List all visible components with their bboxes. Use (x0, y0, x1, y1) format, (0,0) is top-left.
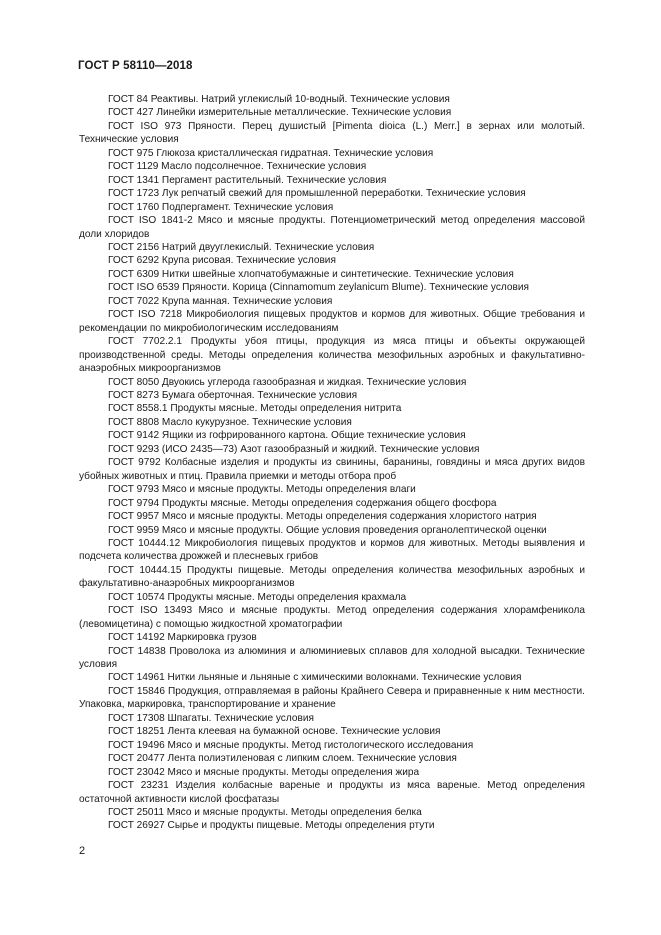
reference-item: ГОСТ 7702.2.1 Продукты убоя птицы, продукция из мяса птицы и объекты окружающей производственной среды. Методы определения количества мезофильных аэробных и факультативно-анаэробных микроорганизмов (79, 336, 585, 375)
reference-item: ГОСТ 1341 Пергамент растительный. Технические условия (108, 174, 387, 186)
reference-item: ГОСТ ISO 1841-2 Мясо и мясные продукты. Потенциометрический метод определения массовой доли хлоридов (79, 215, 585, 240)
reference-item: ГОСТ 23231 Изделия колбасные вареные и продукты из мяса вареные. Метод определения остаточной активности кислой фосфатазы (79, 780, 585, 805)
reference-item: ГОСТ 18251 Лента клеевая на бумажной основе. Технические условия (108, 726, 441, 738)
reference-item: ГОСТ 23042 Мясо и мясные продукты. Методы определения жира (108, 766, 420, 778)
reference-item: ГОСТ 6309 Нитки швейные хлопчатобумажные и синтетические. Технические условия (108, 268, 514, 280)
reference-item: ГОСТ ISO 13493 Мясо и мясные продукты. Метод определения содержания хлорамфеникола (левомицетина) с помощью жидкостной хроматографии (79, 605, 585, 630)
reference-item: ГОСТ ISO 7218 Микробиология пищевых продуктов и кормов для животных. Общие требования и рекомендации по микробиологическим исследованиям (79, 309, 585, 334)
reference-item: ГОСТ 14838 Проволока из алюминия и алюминиевых сплавов для холодной высадки. Технические условия (79, 645, 585, 671)
reference-item: ГОСТ 8273 Бумага оберточная. Технические условия (108, 389, 358, 401)
reference-item: ГОСТ 8558.1 Продукты мясные. Методы определения нитрита (108, 403, 402, 415)
reference-item: ГОСТ 6292 Крупа рисовая. Технические условия (108, 255, 336, 267)
reference-item: ГОСТ 8808 Масло кукурузное. Технические условия (108, 416, 352, 428)
reference-item: ГОСТ 975 Глюкоза кристаллическая гидратная. Технические условия (108, 147, 434, 159)
reference-item: ГОСТ 7022 Крупа манная. Технические условия (108, 295, 333, 307)
reference-item: ГОСТ 9792 Колбасные изделия и продукты из свинины, баранины, говядины и мяса других видов убойных животных и птиц. Правила приемки и методы отбора проб (79, 457, 585, 482)
reference-item: ГОСТ 25011 Мясо и мясные продукты. Методы определения белка (108, 807, 422, 819)
reference-item: ГОСТ 26927 Сырье и продукты пищевые. Методы определения ртути (108, 820, 435, 832)
reference-item: ГОСТ 8050 Двуокись углерода газообразная и жидкая. Технические условия (108, 376, 467, 388)
reference-item: ГОСТ 19496 Мясо и мясные продукты. Метод гистологического исследования (108, 739, 474, 751)
reference-item: ГОСТ 9794 Продукты мясные. Методы определения содержания общего фосфора (108, 497, 497, 509)
reference-item: ГОСТ 9793 Мясо и мясные продукты. Методы определения влаги (108, 484, 416, 496)
reference-item: ГОСТ 427 Линейки измерительные металлические. Технические условия (108, 107, 452, 119)
reference-item: ГОСТ 15846 Продукция, отправляемая в районы Крайнего Севера и приравненные к ним местности. Упаковка, маркировка, транспортирование и хранение (79, 685, 585, 711)
page-number: 2 (79, 845, 86, 857)
reference-item: ГОСТ 9142 Ящики из гофрированного картона. Общие технические условия (108, 430, 466, 442)
reference-item: ГОСТ ISO 973 Пряности. Перец душистый [Pimenta dioica (L.) Merr.] в зернах или молотый. Технические условия (79, 120, 585, 146)
reference-item: ГОСТ 9293 (ИСО 2435—73) Азот газообразный и жидкий. Технические условия (108, 443, 480, 455)
reference-item: ГОСТ 10444.12 Микробиология пищевых продуктов и кормов для животных. Методы выявления и подсчета количества дрожжей и плесневых грибов (79, 537, 585, 563)
reference-item: ГОСТ 10444.15 Продукты пищевые. Методы определения количества мезофильных аэробных и факультативно-анаэробных микроорганизмов (79, 564, 585, 590)
reference-item: ГОСТ 2156 Натрий двууглекислый. Технические условия (108, 241, 375, 253)
reference-item: ГОСТ 9957 Мясо и мясные продукты. Методы определения содержания хлористого натрия (108, 511, 537, 523)
reference-list (79, 93, 585, 833)
page-header: ГОСТ Р 58110—2018 (78, 60, 193, 72)
reference-item: ГОСТ ISO 6539 Пряности. Корица (Cinnamomum zeylanicum Blume). Технические условия (108, 282, 529, 294)
reference-item: ГОСТ 20477 Лента полиэтиленовая с липким слоем. Технические условия (108, 753, 457, 765)
reference-item: ГОСТ 9959 Мясо и мясные продукты. Общие условия проведения органолептической оценки (108, 524, 547, 536)
reference-item: ГОСТ 14192 Маркировка грузов (108, 632, 257, 644)
reference-item: ГОСТ 14961 Нитки льняные и льняные с химическими волокнами. Технические условия (108, 672, 522, 684)
reference-item: ГОСТ 1760 Подпергамент. Технические условия (108, 201, 334, 213)
reference-item: ГОСТ 10574 Продукты мясные. Методы определения крахмала (108, 591, 407, 603)
reference-item: ГОСТ 17308 Шпагаты. Технические условия (108, 712, 314, 724)
reference-item: ГОСТ 1723 Лук репчатый свежий для промышленной переработки. Технические условия (108, 188, 526, 200)
reference-item: ГОСТ 84 Реактивы. Натрий углекислый 10-водный. Технические условия (108, 94, 450, 105)
reference-item: ГОСТ 1129 Масло подсолнечное. Технические условия (108, 161, 367, 173)
